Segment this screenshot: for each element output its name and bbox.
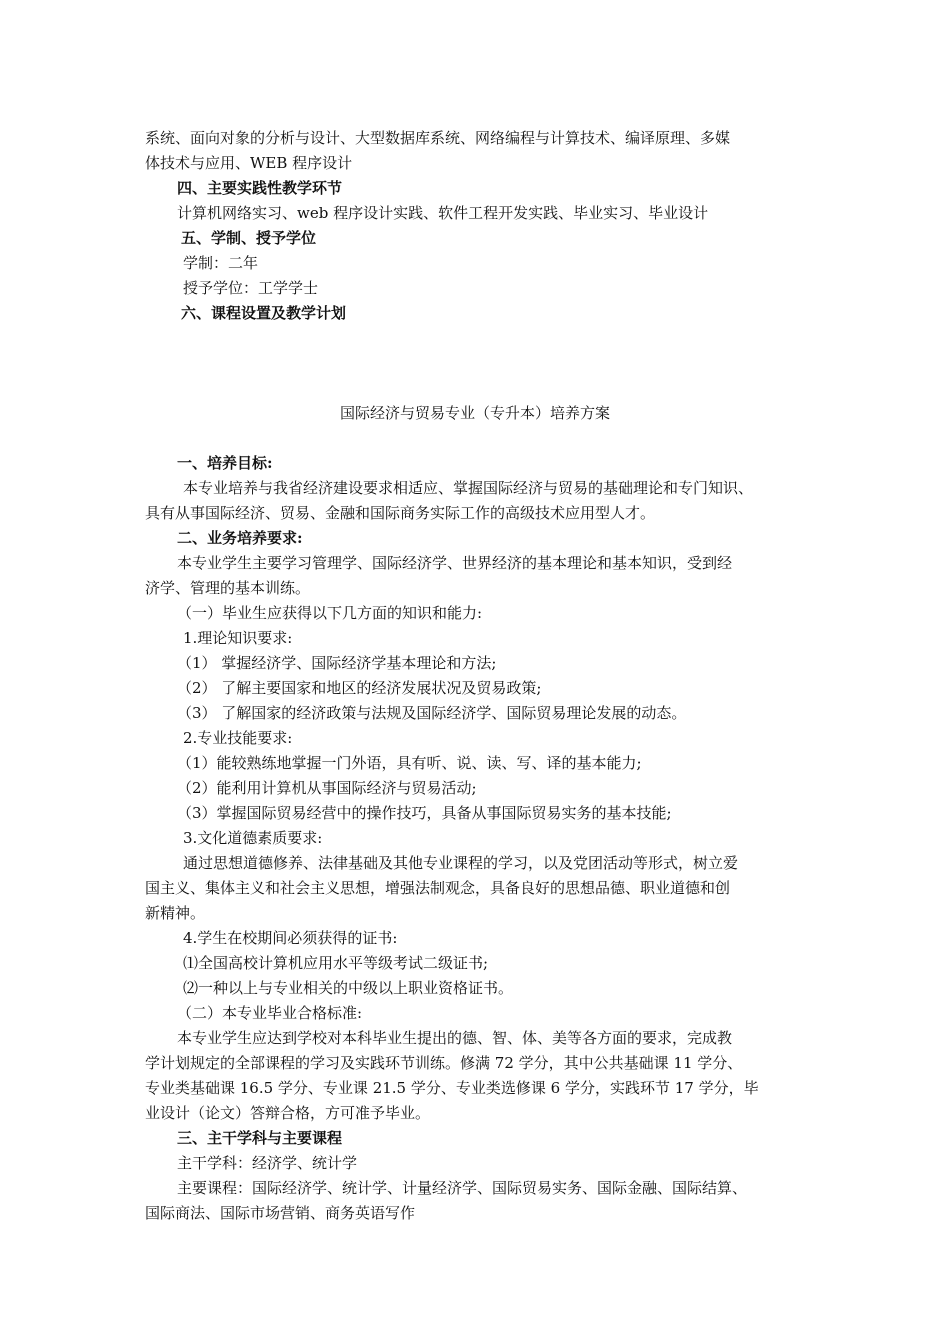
theory-item-1: （1） 掌握经济学、国际经济学基本理论和方法;: [177, 654, 497, 672]
skill-item-1: （1）能较熟练地掌握一门外语，具有听、说、读、写、译的基本能力;: [177, 754, 642, 772]
graduation-line-3: 专业类基础课 16.5 学分、专业课 21.5 学分、专业类选修课 6 学分，实践环节 17 学分，毕: [145, 1079, 759, 1097]
moral-line-1: 通过思想道德修养、法律基础及其他专业课程的学习，以及党团活动等形式，树立爱: [183, 854, 739, 872]
prev-courses-line-2: 体技术与应用、WEB 程序设计: [145, 154, 353, 172]
prev-courses-line-1: 系统、面向对象的分析与设计、大型数据库系统、网络编程与计算技术、编译原理、多媒: [145, 129, 731, 147]
heading-objective: 一、培养目标:: [177, 454, 273, 472]
requirements-intro-1: 本专业学生主要学习管理学、国际经济学、世界经济的基本理论和基本知识，受到经: [177, 554, 733, 572]
courses-line-2: 国际商法、国际市场营销、商务英语写作: [145, 1204, 416, 1222]
objective-line-2: 具有从事国际经济、贸易、金融和国际商务实际工作的高级技术应用型人才。: [145, 504, 656, 522]
practice-text: 计算机网络实习、web 程序设计实践、软件工程开发实践、毕业实习、毕业设计: [177, 204, 709, 222]
disciplines-text: 主干学科：经济学、统计学: [177, 1154, 358, 1172]
heading-curriculum: 六、课程设置及教学计划: [181, 304, 347, 322]
skill-item-2: （2）能利用计算机从事国际经济与贸易活动;: [177, 779, 477, 797]
skill-heading: 2.专业技能要求:: [183, 729, 293, 747]
objective-line-1: 本专业培养与我省经济建设要求相适应、掌握国际经济与贸易的基础理论和专门知识、: [183, 479, 754, 497]
heading-disciplines-courses: 三、主干学科与主要课程: [177, 1129, 343, 1147]
courses-line-1: 主要课程：国际经济学、统计学、计量经济学、国际贸易实务、国际金融、国际结算、: [177, 1179, 748, 1197]
graduation-line-1: 本专业学生应达到学校对本科毕业生提出的德、智、体、美等各方面的要求，完成教: [177, 1029, 733, 1047]
cert-item-2: ⑵一种以上与专业相关的中级以上职业资格证书。: [183, 979, 514, 997]
moral-line-2: 国主义、集体主义和社会主义思想，增强法制观念，具备良好的思想品德、职业道德和创: [145, 879, 731, 897]
theory-heading: 1.理论知识要求:: [183, 629, 293, 647]
theory-item-2: （2） 了解主要国家和地区的经济发展状况及贸易政策;: [177, 679, 542, 697]
document-title: 国际经济与贸易专业（专升本）培养方案: [339, 404, 610, 422]
heading-duration-degree: 五、学制、授予学位: [181, 229, 317, 247]
skill-item-3: （3）掌握国际贸易经营中的操作技巧，具备从事国际贸易实务的基本技能;: [177, 804, 672, 822]
duration-text: 学制：二年: [183, 254, 259, 272]
degree-text: 授予学位：工学学士: [183, 279, 319, 297]
heading-practice: 四、主要实践性教学环节: [177, 179, 343, 197]
cert-item-1: ⑴全国高校计算机应用水平等级考试二级证书;: [183, 954, 489, 972]
cert-heading: 4.学生在校期间必须获得的证书:: [183, 929, 398, 947]
moral-heading: 3.文化道德素质要求:: [183, 829, 323, 847]
graduation-line-4: 业设计（论文）答辩合格，方可准予毕业。: [145, 1104, 431, 1122]
graduation-line-2: 学计划规定的全部课程的学习及实践环节训练。修满 72 学分，其中公共基础课 11 学分、: [145, 1054, 743, 1072]
subheading-knowledge: （一）毕业生应获得以下几方面的知识和能力:: [177, 604, 483, 622]
subheading-graduation: （二）本专业毕业合格标准:: [177, 1004, 363, 1022]
moral-line-3: 新精神。: [145, 904, 206, 922]
theory-item-3: （3） 了解国家的经济政策与法规及国际经济学、国际贸易理论发展的动态。: [177, 704, 687, 722]
heading-requirements: 二、业务培养要求:: [177, 529, 303, 547]
requirements-intro-2: 济学、管理的基本训练。: [145, 579, 311, 597]
